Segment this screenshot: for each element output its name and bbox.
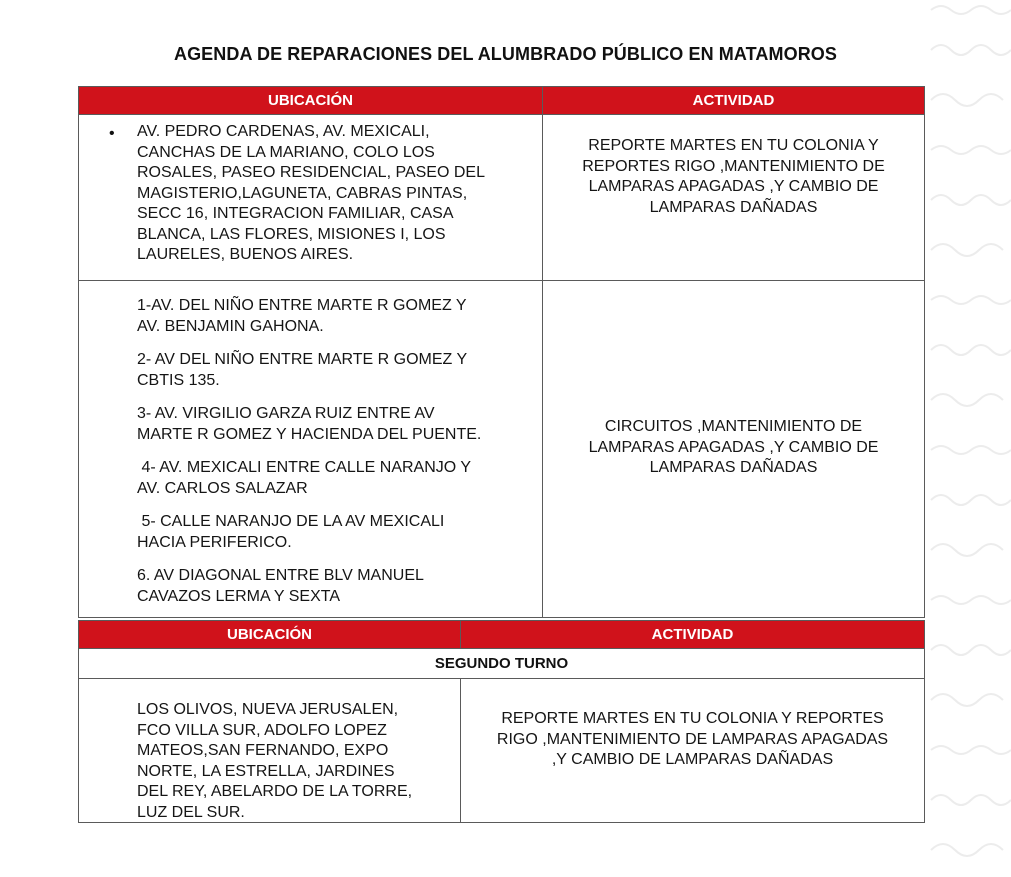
list-item-line: AV. BENJAMIN GAHONA.: [137, 317, 324, 335]
table1-row2-activity-cell: [542, 280, 925, 618]
activity-line: REPORTE MARTES EN TU COLONIA Y: [588, 137, 879, 154]
activity-line: ,Y CAMBIO DE LAMPARAS DAÑADAS: [551, 751, 834, 768]
list-item-line: CAVAZOS LERMA Y SEXTA: [137, 587, 341, 605]
list-item: [137, 512, 542, 553]
location-line: MAGISTERIO,LAGUNETA, CABRAS PINTAS,: [137, 184, 468, 202]
table2-location-text: [137, 700, 412, 823]
activity-line: REPORTES RIGO ,MANTENIMIENTO DE: [582, 157, 885, 175]
table2-activity-cell: [460, 678, 925, 823]
location-line: CANCHAS DE LA MARIANO, COLO LOS: [137, 143, 435, 161]
location-line: AV. PEDRO CARDENAS, AV. MEXICALI,: [137, 123, 430, 140]
list-item-line: MARTE R GOMEZ Y HACIENDA DEL PUENTE.: [137, 425, 482, 443]
list-item: [137, 404, 542, 445]
location-line: MATEOS,SAN FERNANDO, EXPO: [137, 742, 389, 759]
activity-line: LAMPARAS APAGADAS ,Y CAMBIO DE: [588, 438, 879, 456]
list-item: [137, 566, 542, 607]
activity-line: CIRCUITOS ,MANTENIMIENTO DE: [604, 418, 863, 435]
location-line: SECC 16, INTEGRACION FAMILIAR, CASA: [137, 205, 454, 222]
activity-line: LAMPARAS DAÑADAS: [649, 198, 818, 216]
row2-activity-text: [543, 417, 924, 479]
shift-label: SEGUNDO TURNO: [78, 648, 925, 679]
list-item: [137, 296, 542, 337]
list-item: [137, 350, 542, 391]
activity-line: REPORTE MARTES EN TU COLONIA Y REPORTES: [501, 710, 884, 727]
watermark-icon: [925, 0, 1011, 877]
list-item-line: 4- AV. MEXICALI ENTRE CALLE NARANJO Y: [137, 459, 472, 476]
table2-activity-text: [461, 709, 924, 771]
table1-row1-location-cell: [78, 114, 543, 281]
activity-line: LAMPARAS DAÑADAS: [649, 459, 818, 476]
activity-line: RIGO ,MANTENIMIENTO DE LAMPARAS APAGADAS: [496, 730, 889, 748]
list-item-line: 1-AV. DEL NIÑO ENTRE MARTE R GOMEZ Y: [137, 297, 467, 314]
location-line: FCO VILLA SUR, ADOLFO LOPEZ: [137, 721, 387, 739]
list-item-line: AV. CARLOS SALAZAR: [137, 479, 308, 497]
watermark-pattern: [925, 0, 1011, 877]
row1-location-text: [137, 122, 485, 266]
location-line: BLANCA, LAS FLORES, MISIONES I, LOS: [137, 225, 446, 243]
activity-line: LAMPARAS APAGADAS ,Y CAMBIO DE: [588, 178, 879, 195]
table2-location-cell: [78, 678, 461, 823]
list-item-line: 2- AV DEL NIÑO ENTRE MARTE R GOMEZ Y: [137, 351, 468, 368]
list-item-line: 6. AV DIAGONAL ENTRE BLV MANUEL: [137, 567, 424, 584]
row1-activity-text: [543, 136, 924, 218]
table2-header-location: UBICACIÓN: [78, 620, 461, 649]
list-item: [137, 458, 542, 499]
list-item-line: HACIA PERIFERICO.: [137, 533, 292, 551]
bullet: •: [109, 125, 115, 142]
location-line: LUZ DEL SUR.: [137, 803, 245, 821]
row2-location-list: [137, 296, 542, 607]
list-item-line: 5- CALLE NARANJO DE LA AV MEXICALI: [137, 513, 445, 530]
location-line: ROSALES, PASEO RESIDENCIAL, PASEO DEL: [137, 164, 485, 181]
table1-header-location: UBICACIÓN: [78, 86, 543, 115]
list-item-line: 3- AV. VIRGILIO GARZA RUIZ ENTRE AV: [137, 405, 435, 422]
list-item-line: CBTIS 135.: [137, 371, 220, 389]
location-line: LOS OLIVOS, NUEVA JERUSALEN,: [137, 701, 399, 718]
page-title: AGENDA DE REPARACIONES DEL ALUMBRADO PÚBLICO EN MATAMOROS: [173, 44, 838, 64]
table1-row2-location-cell: [78, 280, 543, 618]
location-line: LAURELES, BUENOS AIRES.: [137, 246, 354, 263]
table1-header-activity: ACTIVIDAD: [542, 86, 925, 115]
location-line: DEL REY, ABELARDO DE LA TORRE,: [137, 783, 413, 800]
table1-row1-activity-cell: [542, 114, 925, 281]
location-line: NORTE, LA ESTRELLA, JARDINES: [137, 762, 395, 780]
table2-header-activity: ACTIVIDAD: [460, 620, 925, 649]
